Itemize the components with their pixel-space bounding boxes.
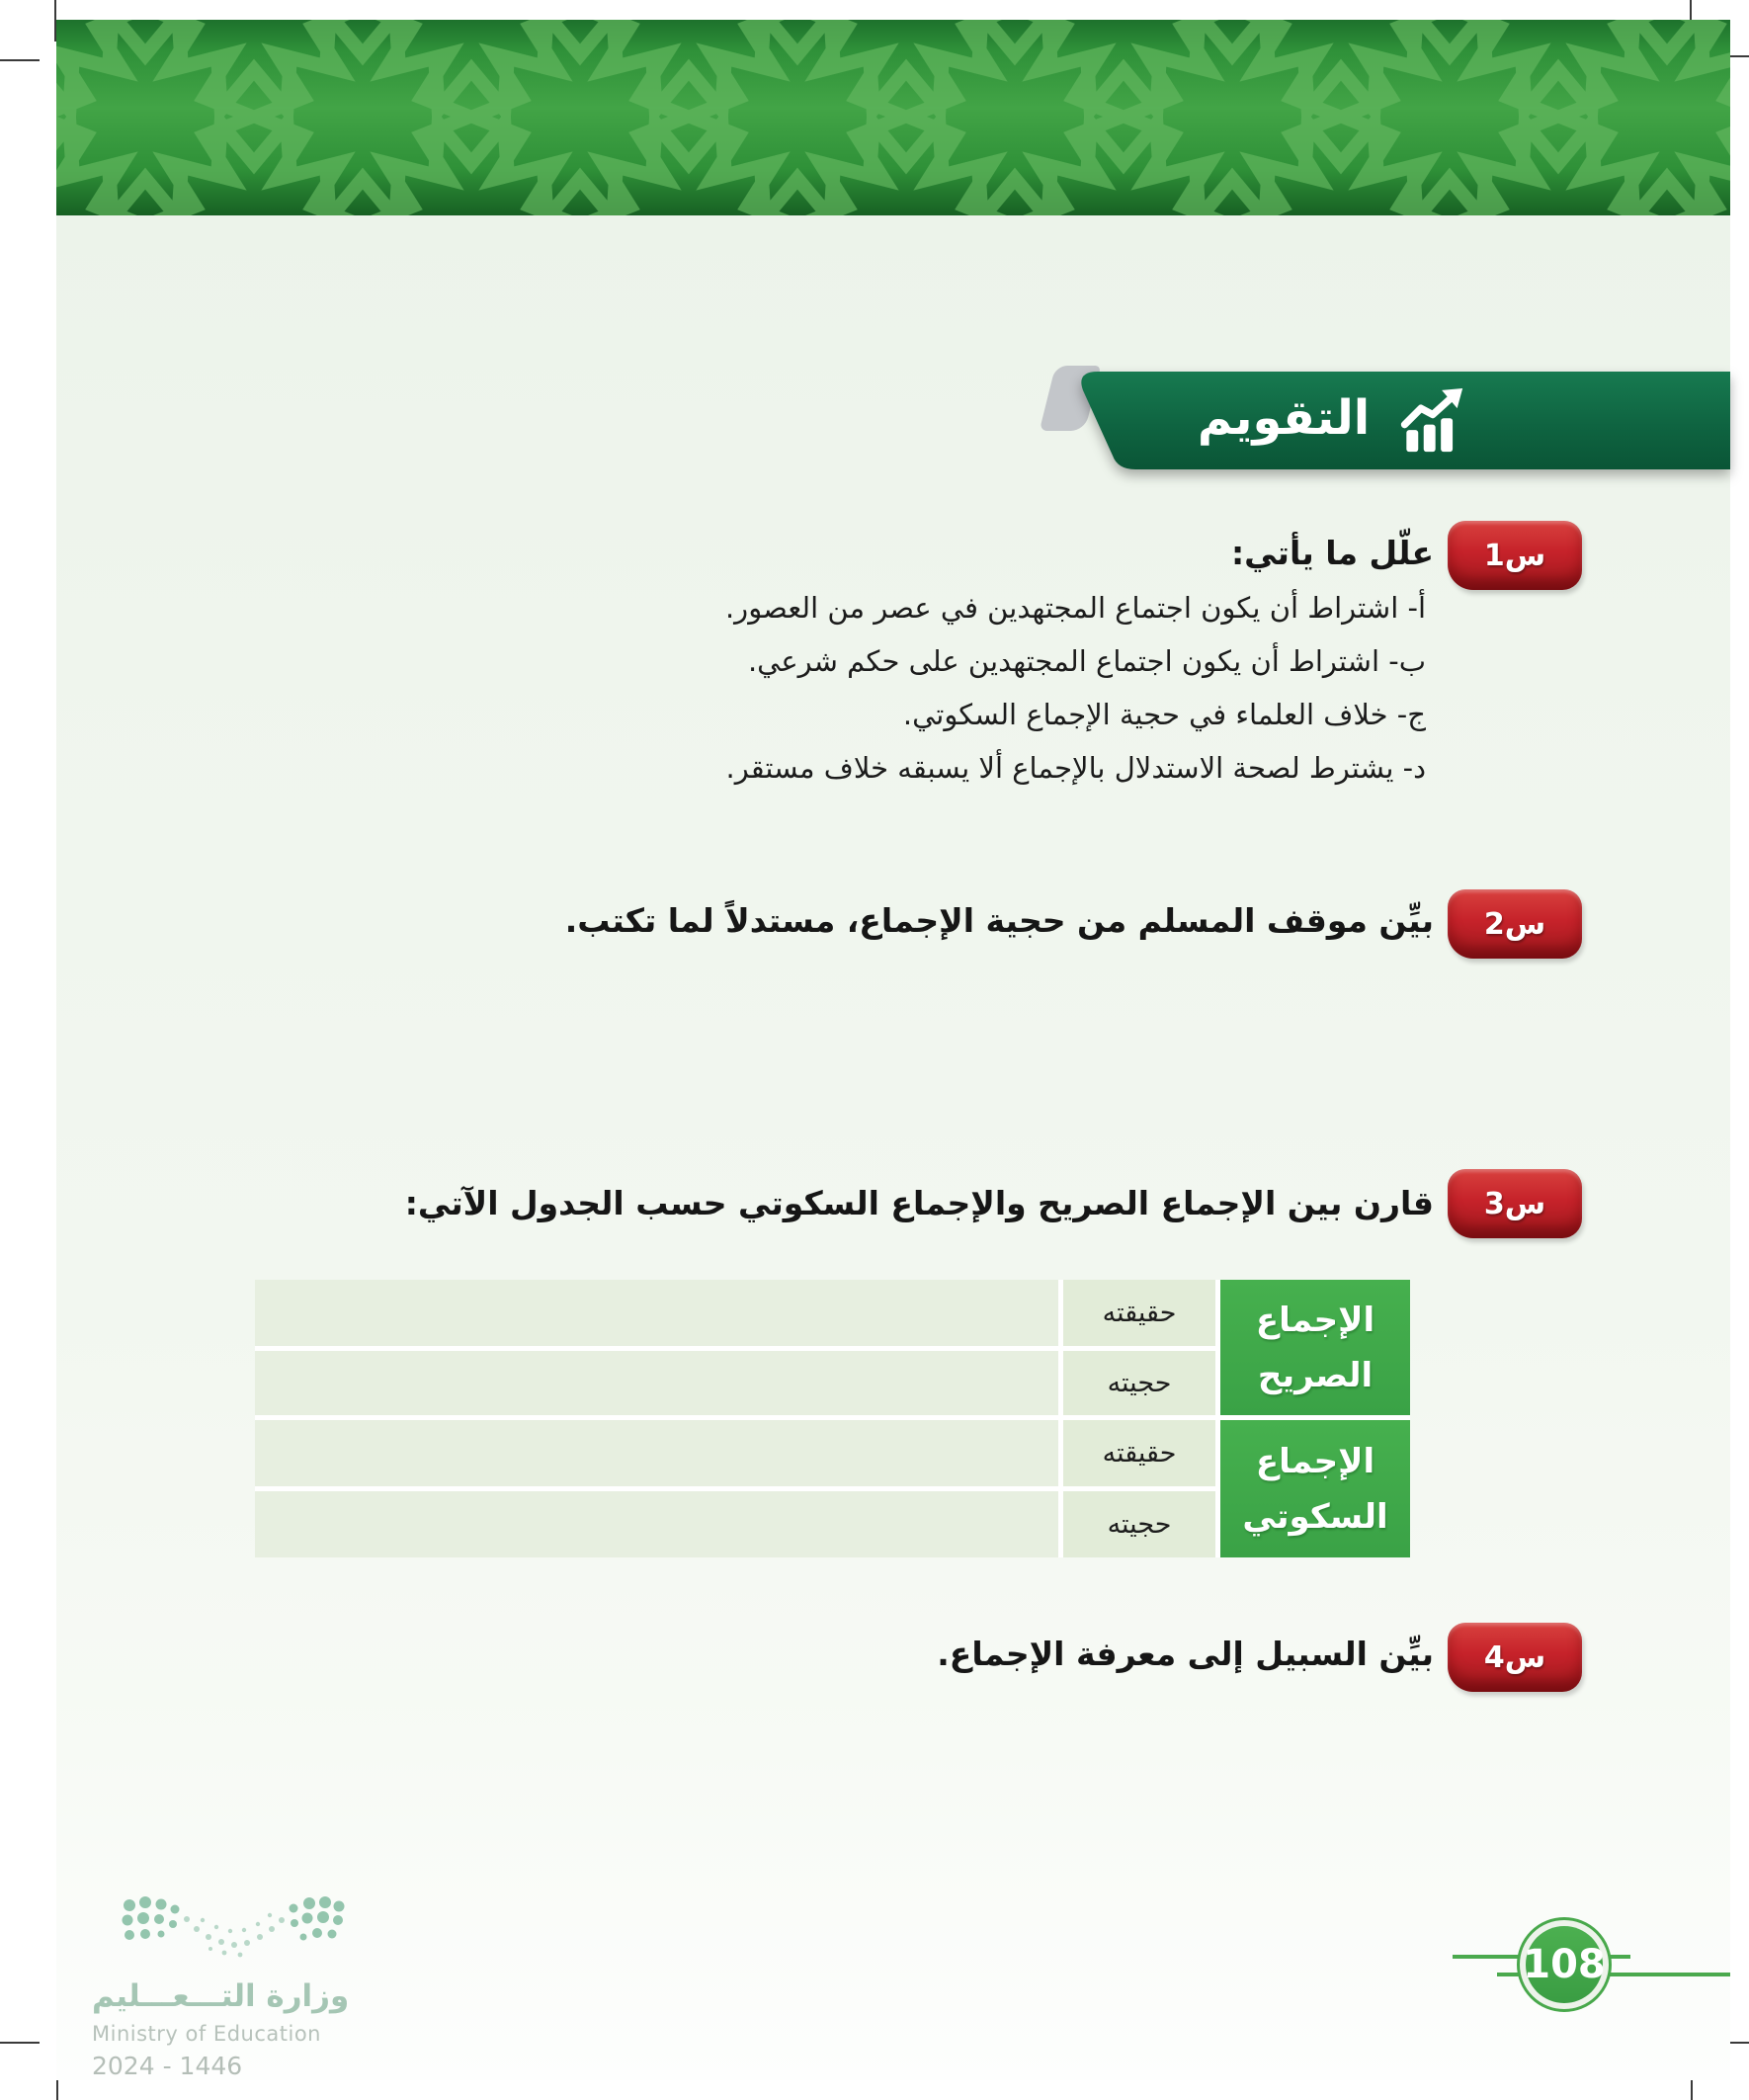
page-title: التقويم	[1197, 390, 1371, 446]
question-3-heading: قارن بين الإجماع الصريح والإجماع السكوتي حسب الجدول الآتي:	[404, 1184, 1434, 1222]
header-explicit-consensus	[1220, 1280, 1410, 1415]
question-1-heading: علّل ما يأتي:	[1230, 534, 1434, 572]
header-line: السكوتي	[1242, 1496, 1388, 1537]
answer-cell-explicit-authority	[255, 1351, 1058, 1415]
question-1-item-b: ب- اشتراط أن يكون اجتماع المجتهدين على حكم شرعي.	[747, 644, 1426, 678]
header-line: الإجماع	[1255, 1441, 1375, 1481]
question-1-badge-label: س1	[1483, 538, 1546, 573]
page-number-circle	[1517, 1917, 1612, 2012]
edition-year: 2024 - 1446	[92, 2052, 243, 2080]
question-2-heading: بيِّن موقف المسلم من حجية الإجماع، مستدلاً لما تكتب.	[564, 901, 1434, 940]
header-line: الصريح	[1257, 1355, 1374, 1395]
question-1-items	[725, 581, 1426, 795]
page-number: 108	[1523, 1942, 1606, 1987]
question-1-badge	[1448, 521, 1582, 590]
row-label-reality: حقيقته	[1063, 1420, 1215, 1486]
question-3-badge-label: س3	[1483, 1186, 1546, 1221]
comparison-table	[255, 1280, 1410, 1557]
question-1-item-a: أ- اشتراط أن يكون اجتماع المجتهدين في عصر من العصور.	[724, 591, 1426, 625]
header-tacit-consensus	[1220, 1420, 1410, 1557]
question-1-item-c: ج- خلاف العلماء في حجية الإجماع السكوتي.	[902, 698, 1426, 731]
islamic-pattern-band	[56, 20, 1730, 215]
header-line: الإجماع	[1255, 1300, 1375, 1340]
ministry-name-english: Ministry of Education	[92, 2022, 321, 2046]
question-1-item-d: د- يشترط لصحة الاستدلال بالإجماع ألا يسبقه خلاف مستقر.	[725, 751, 1426, 785]
ministry-name-arabic: وزارة التـــعـــليم	[92, 1978, 350, 2014]
question-4-badge-label: س4	[1483, 1639, 1546, 1675]
ministry-logo	[92, 1893, 388, 2080]
question-4-heading: بيِّن السبيل إلى معرفة الإجماع.	[937, 1635, 1434, 1673]
row-label-reality: حقيقته	[1063, 1280, 1215, 1346]
evaluation-banner	[1070, 369, 1730, 473]
crop-mark	[0, 2042, 40, 2044]
question-2-badge	[1448, 889, 1582, 959]
question-4-badge	[1448, 1623, 1582, 1692]
answer-cell-tacit-reality	[255, 1420, 1058, 1486]
page-body	[56, 20, 1730, 2080]
answer-cell-tacit-authority	[255, 1491, 1058, 1557]
ministry-logo-dots	[116, 1893, 353, 1973]
row-label-authority: حجيته	[1063, 1351, 1215, 1415]
growth-chart-icon	[1399, 388, 1464, 454]
question-2-badge-label: س2	[1483, 906, 1546, 942]
answer-cell-explicit-reality	[255, 1280, 1058, 1346]
row-label-authority: حجيته	[1063, 1491, 1215, 1557]
question-3-badge	[1448, 1169, 1582, 1238]
crop-mark	[0, 59, 40, 61]
